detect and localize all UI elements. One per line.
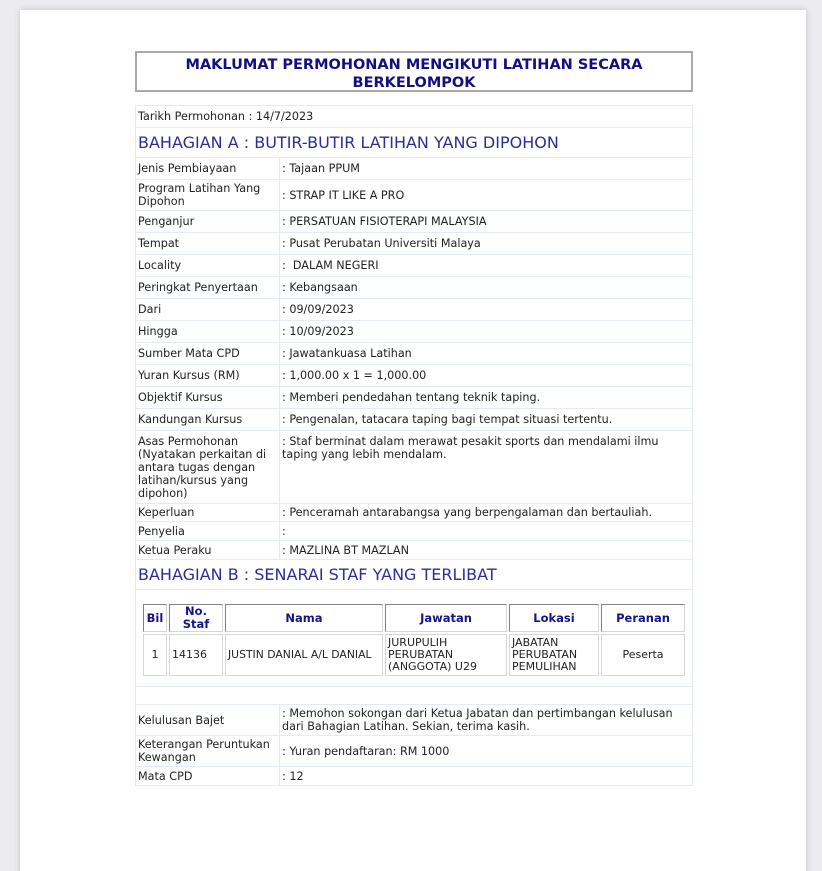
detail-row-hingga <box>136 321 693 343</box>
staff-table-row <box>136 590 693 687</box>
column-header-no-staf: No. Staf <box>169 604 223 632</box>
document-page <box>20 10 806 871</box>
field-label: Locality <box>136 255 280 277</box>
staff-no: 14136 <box>169 634 223 676</box>
footer-row-mata-cpd <box>136 767 693 786</box>
field-label: Penganjur <box>136 211 280 233</box>
field-value: : 1,000.00 x 1 = 1,000.00 <box>280 365 693 387</box>
staff-nama: JUSTIN DANIAL A/L DANIAL <box>225 634 383 676</box>
staff-table-header <box>143 604 685 632</box>
detail-row-jenis-pembiayaan <box>136 158 693 180</box>
detail-row-peringkat <box>136 277 693 299</box>
field-label: Peringkat Penyertaan <box>136 277 280 299</box>
tarikh-permohonan: Tarikh Permohonan : 14/7/2023 <box>136 106 693 128</box>
field-value: : Yuran pendaftaran: RM 1000 <box>280 736 693 767</box>
staff-lokasi: JABATAN PERUBATAN PEMULIHAN <box>509 634 599 676</box>
section-b-heading-row <box>136 560 693 590</box>
field-label: Tempat <box>136 233 280 255</box>
footer-row-keterangan <box>136 736 693 767</box>
field-value: : PERSATUAN FISIOTERAPI MALAYSIA <box>280 211 693 233</box>
field-value: : STRAP IT LIKE A PRO <box>280 180 693 211</box>
field-value: : 10/09/2023 <box>280 321 693 343</box>
field-label: Dari <box>136 299 280 321</box>
field-value: : <box>280 522 693 541</box>
field-value: : Memberi pendedahan tentang teknik taping. <box>280 387 693 409</box>
field-value: : 12 <box>280 767 693 786</box>
staff-peranan: Peserta <box>601 634 685 676</box>
field-value: : Pengenalan, tatacara taping bagi tempat situasi tertentu. <box>280 409 693 431</box>
field-value: : Staf berminat dalam merawat pesakit sports dan mendalami ilmu taping yang lebih mendalam. <box>280 431 693 504</box>
field-label: Penyelia <box>136 522 280 541</box>
field-label: Jenis Pembiayaan <box>136 158 280 180</box>
staff-table <box>141 602 687 678</box>
column-header-bil: Bil <box>143 604 167 632</box>
detail-row-dari <box>136 299 693 321</box>
field-value: : Kebangsaan <box>280 277 693 299</box>
field-label: Kelulusan Bajet <box>136 705 280 736</box>
field-value: : Jawatankuasa Latihan <box>280 343 693 365</box>
field-value: : MAZLINA BT MAZLAN <box>280 541 693 560</box>
field-label: Ketua Peraku <box>136 541 280 560</box>
field-label: Sumber Mata CPD <box>136 343 280 365</box>
field-label: Keterangan Peruntukan Kewangan <box>136 736 280 767</box>
detail-row-asas <box>136 431 693 504</box>
field-label: Yuran Kursus (RM) <box>136 365 280 387</box>
detail-row-penganjur <box>136 211 693 233</box>
detail-row-objektif <box>136 387 693 409</box>
column-header-lokasi: Lokasi <box>509 604 599 632</box>
staff-row <box>143 634 685 676</box>
staff-jawatan: JURUPULIH PERUBATAN (ANGGOTA) U29 <box>385 634 507 676</box>
field-label: Asas Permohonan (Nyatakan perkaitan di antara tugas dengan latihan/kursus yang dipohon) <box>136 431 280 504</box>
field-label: Objektif Kursus <box>136 387 280 409</box>
form-title-line-1: MAKLUMAT PERMOHONAN MENGIKUTI LATIHAN SECARA <box>185 57 643 73</box>
section-a-heading: BAHAGIAN A : BUTIR-BUTIR LATIHAN YANG DIPOHON <box>136 128 693 158</box>
field-value: : DALAM NEGERI <box>280 255 693 277</box>
staff-bil: 1 <box>143 634 167 676</box>
detail-row-sumber-cpd <box>136 343 693 365</box>
field-value: : Tajaan PPUM <box>280 158 693 180</box>
form-title-line-2: BERKELOMPOK <box>352 75 476 91</box>
footer-row-kelulusan <box>136 705 693 736</box>
field-label: Kandungan Kursus <box>136 409 280 431</box>
spacer-row <box>136 687 693 705</box>
form-title <box>135 51 693 92</box>
section-a-heading-row <box>136 128 693 158</box>
detail-row-program <box>136 180 693 211</box>
staff-table-container <box>136 590 693 687</box>
section-b-heading: BAHAGIAN B : SENARAI STAF YANG TERLIBAT <box>136 560 693 590</box>
field-value: : Memohon sokongan dari Ketua Jabatan dan pertimbangan kelulusan dari Bahagian Latihan. Sekian, terima kasih. <box>280 705 693 736</box>
spacer-cell <box>136 687 693 705</box>
detail-row-tempat <box>136 233 693 255</box>
field-value: : Pusat Perubatan Universiti Malaya <box>280 233 693 255</box>
column-header-peranan: Peranan <box>601 604 685 632</box>
field-label: Mata CPD <box>136 767 280 786</box>
field-label: Keperluan <box>136 504 280 522</box>
tarikh-row <box>136 106 693 128</box>
field-value: : Penceramah antarabangsa yang berpengalaman dan bertauliah. <box>280 504 693 522</box>
field-label: Hingga <box>136 321 280 343</box>
field-value: : 09/09/2023 <box>280 299 693 321</box>
column-header-nama: Nama <box>225 604 383 632</box>
detail-row-penyelia <box>136 522 693 541</box>
detail-row-keperluan <box>136 504 693 522</box>
column-header-jawatan: Jawatan <box>385 604 507 632</box>
detail-row-ketua-peraku <box>136 541 693 560</box>
application-table <box>135 105 693 786</box>
detail-row-kandungan <box>136 409 693 431</box>
field-label: Program Latihan Yang Dipohon <box>136 180 280 211</box>
detail-row-yuran <box>136 365 693 387</box>
detail-row-locality <box>136 255 693 277</box>
